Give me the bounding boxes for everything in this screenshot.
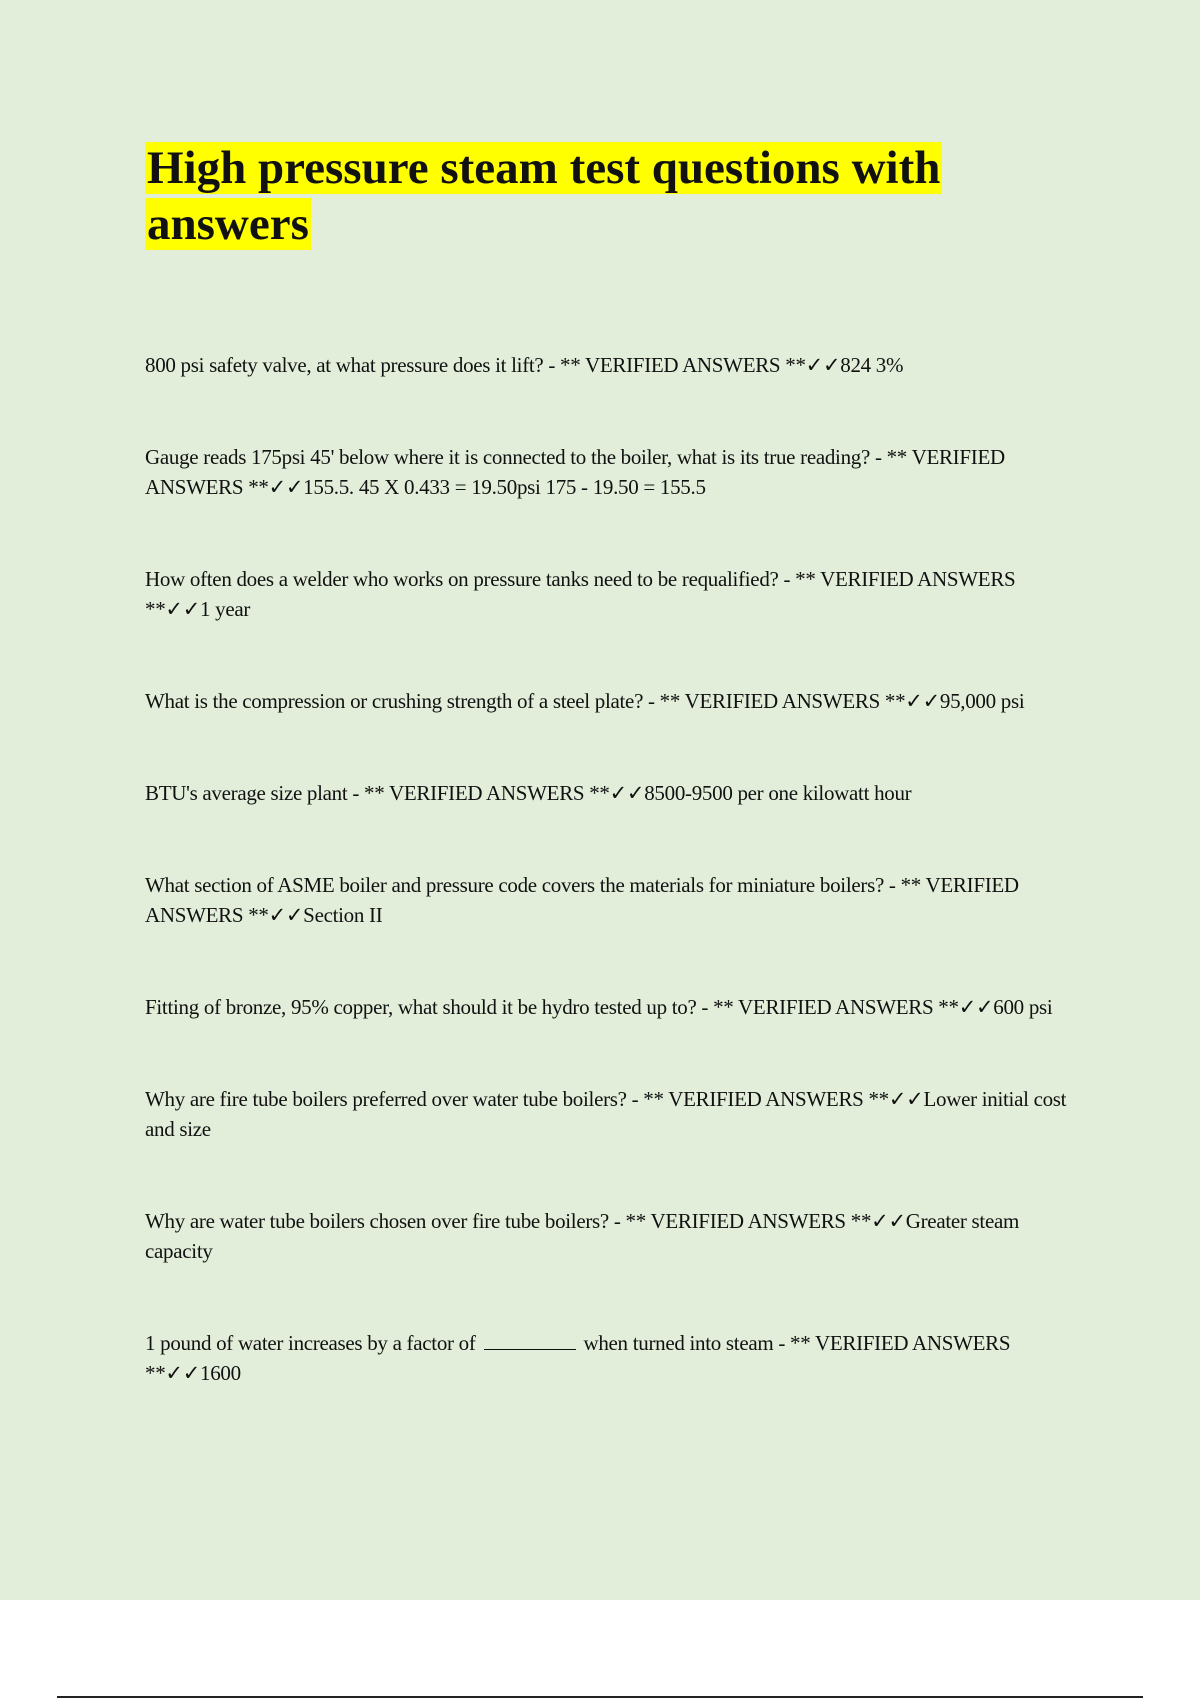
footer-divider — [57, 1696, 1143, 1698]
qa-item-10-question-end: when turned into steam - ** VERIFIED ANSWERS **✓✓1600 — [145, 1331, 1011, 1385]
qa-item-8: Why are fire tube boilers preferred over water tube boilers? - ** VERIFIED ANSWERS **✓✓Lower initial cost and size — [145, 1087, 1067, 1141]
fill-in-blank — [484, 1331, 576, 1350]
qa-item-6: What section of ASME boiler and pressure code covers the materials for miniature boilers? - ** VERIFIED ANSWERS **✓✓Section II — [145, 873, 1019, 927]
qa-item-4: What is the compression or crushing strength of a steel plate? - ** VERIFIED ANSWERS **✓✓95,000 psi — [145, 689, 1025, 713]
page-title — [145, 140, 1075, 252]
qa-item-2: Gauge reads 175psi 45' below where it is connected to the boiler, what is its true reading? - ** VERIFIED ANSWERS **✓✓155.5. 45 X 0.433 = 19.50psi 175 - 19.50 = 155.5 — [145, 445, 1005, 499]
qa-list — [145, 350, 1075, 1450]
qa-item-7: Fitting of bronze, 95% copper, what should it be hydro tested up to? - ** VERIFIED ANSWERS **✓✓600 psi — [145, 995, 1053, 1019]
qa-item-5: BTU's average size plant - ** VERIFIED ANSWERS **✓✓8500-9500 per one kilowatt hour — [145, 781, 912, 805]
qa-item-1: 800 psi safety valve, at what pressure does it lift? - ** VERIFIED ANSWERS **✓✓824 3% — [145, 353, 904, 377]
qa-item-3: How often does a welder who works on pressure tanks need to be requalified? - ** VERIFIED ANSWERS **✓✓1 year — [145, 567, 1016, 621]
qa-item-10 — [145, 1328, 1075, 1388]
title-highlight: High pressure steam test questions with answers — [147, 142, 941, 250]
qa-item-9: Why are water tube boilers chosen over fire tube boilers? - ** VERIFIED ANSWERS **✓✓Greater steam capacity — [145, 1209, 1020, 1263]
qa-item-10-question-start: 1 pound of water increases by a factor of — [145, 1331, 476, 1355]
